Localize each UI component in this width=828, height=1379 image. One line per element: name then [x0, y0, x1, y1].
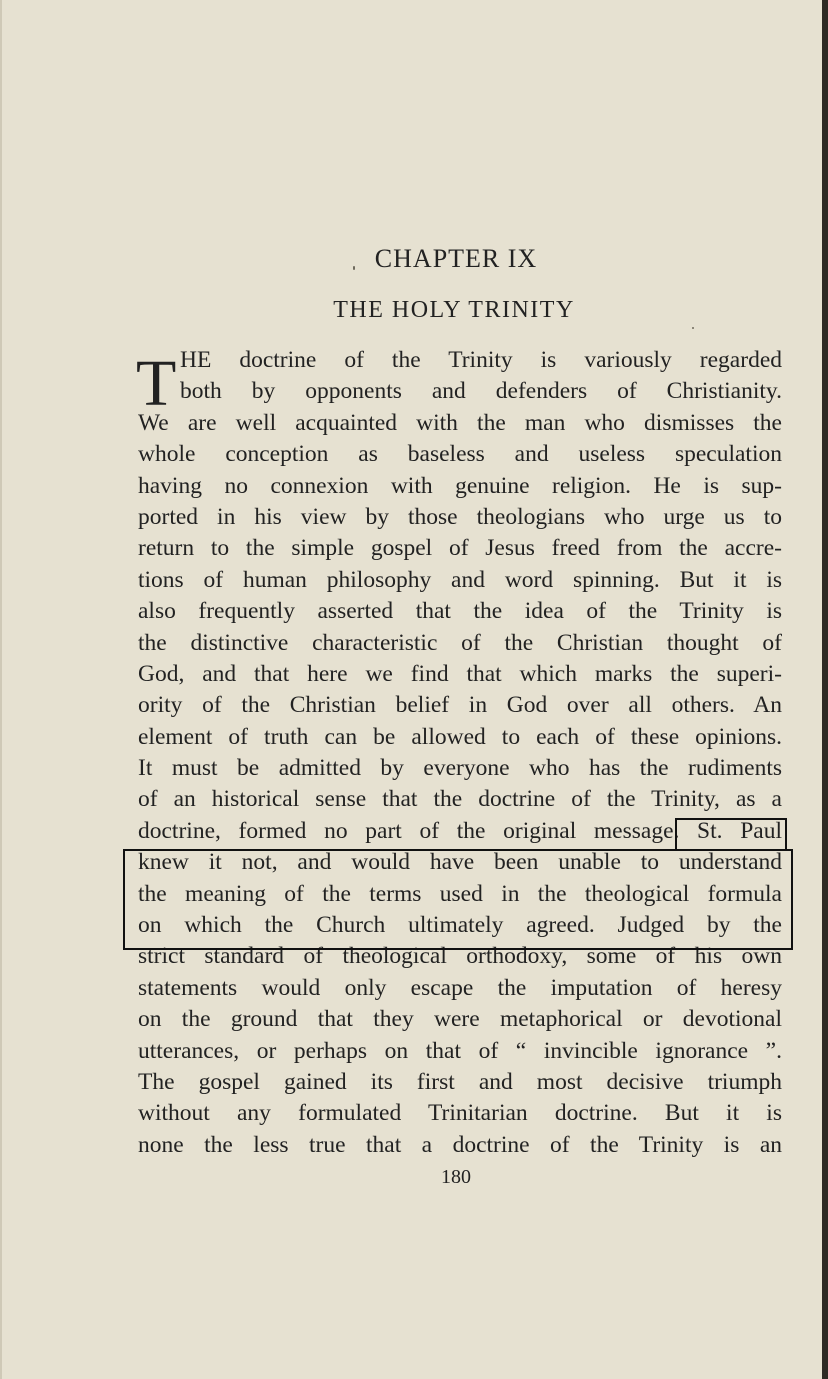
text-line: without any formulated Trinitarian doctrine. But it is [138, 1100, 782, 1127]
text-line: the distinctive characteristic of the Christian thought of [138, 629, 782, 656]
ink-speck [692, 327, 694, 329]
text-line: on which the Church ultimately agreed. Judged by the [138, 912, 782, 939]
drop-cap: T [136, 347, 177, 420]
text-line: ority of the Christian belief in God over all others. An [138, 692, 782, 719]
text-line: utterances, or perhaps on that of “ invincible ignorance ”. [138, 1037, 782, 1064]
chapter-number: CHAPTER IX [374, 244, 538, 273]
text-line: return to the simple gospel of Jesus freed from the accre- [138, 535, 782, 562]
text-line: both by opponents and defenders of Christianity. [180, 378, 782, 405]
text-line: whole conception as baseless and useless speculation [138, 441, 782, 468]
page-number: 180 [441, 1166, 471, 1188]
text-line: element of truth can be allowed to each of these opinions. [138, 723, 782, 750]
text-line: also frequently asserted that the idea of the Trinity is [138, 598, 782, 625]
chapter-title: THE HOLY TRINITY [333, 297, 575, 323]
text-line: ported in his view by those theologians who urge us to [138, 503, 782, 530]
text-line: knew it not, and would have been unable to understand [138, 849, 782, 876]
text-line: doctrine, formed no part of the original message. St. Paul [138, 817, 782, 844]
text-line: of an historical sense that the doctrine of the Trinity, as a [138, 786, 782, 813]
text-line: strict standard of theological orthodoxy, some of his own [138, 943, 782, 970]
body-text [138, 345, 782, 1161]
text-line: having no connexion with genuine religion. He is sup- [138, 472, 782, 499]
highlight-box-passage [123, 849, 793, 950]
text-line: The gospel gained its first and most decisive triumph [138, 1068, 782, 1095]
text-line: the meaning of the terms used in the theological formula [138, 880, 782, 907]
text-line: It must be admitted by everyone who has the rudiments [138, 755, 782, 782]
text-line: statements would only escape the imputation of heresy [138, 974, 782, 1001]
text-line: on the ground that they were metaphorical or devotional [138, 1006, 782, 1033]
text-line: none the less true that a doctrine of the Trinity is an [138, 1131, 782, 1158]
text-line: tions of human philosophy and word spinning. But it is [138, 566, 782, 593]
text-line: HE doctrine of the Trinity is variously regarded [180, 347, 782, 373]
text-line: God, and that here we find that which marks the superi- [138, 660, 782, 687]
text-line: We are well acquainted with the man who dismisses the [138, 409, 782, 436]
highlight-box-st-paul [675, 818, 787, 851]
